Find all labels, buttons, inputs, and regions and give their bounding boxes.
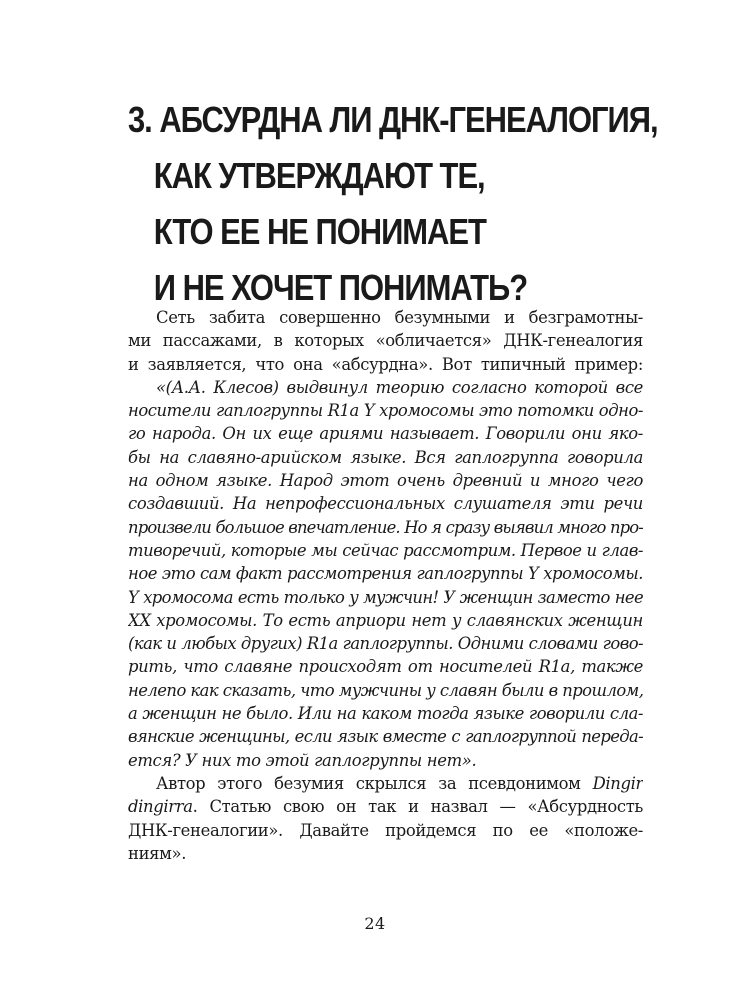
intro-line: ми пассажами, в которых «обличается» ДНК-генеалогия: [128, 331, 643, 351]
heading-line: И НЕ ХОЧЕТ ПОНИМАТЬ?: [153, 267, 528, 308]
quote-line: XX хромосомы. То есть априори нет у славянских женщин: [128, 610, 643, 630]
quote-line: создавший. На непрофессиональных слушателя эти речи: [128, 494, 643, 514]
intro-line: Сеть забита совершенно безумными и безграмотны-: [156, 308, 643, 327]
quote-line: (как и любых других) R1a гаплогруппы. Одними словами гово-: [128, 634, 643, 654]
heading-line: КТО ЕЕ НЕ ПОНИМАЕТ: [153, 211, 486, 252]
quote-line: Y хромосома есть только у мужчин! У женщин заместо нее: [128, 587, 643, 607]
quote-line: тиворечий, которые мы сейчас рассмотрим. Первое и глав-: [128, 540, 643, 560]
quote-line: бы на славяно-арийском языке. Вся гаплогруппа говорила: [128, 447, 643, 467]
page-number: 24: [364, 914, 386, 933]
quote-line: го народа. Он их еще ариями называет. Говорили они яко-: [128, 424, 643, 444]
outro-line: [128, 795, 643, 818]
quote-line: вянские женщины, если язык вместе с гаплогруппой переда-: [128, 727, 643, 747]
quote-line: нелепо как сказать, что мужчины у славян были в прошлом,: [128, 680, 643, 700]
quote-line: ется? У них то этой гаплогруппы нет».: [128, 750, 477, 770]
outro-text: Автор этого безумия скрылся за псевдонимом: [156, 773, 581, 793]
outro-line: [128, 772, 643, 795]
quote-line: рить, что славяне происходят от носителей R1a, также: [128, 657, 643, 677]
quote-line: произвели большое впечатление. Но я сразу выявил много про-: [128, 517, 643, 537]
quote-line: носители гаплогруппы R1a Y хромосомы это потомки одно-: [128, 401, 643, 421]
chapter-heading: [128, 92, 658, 316]
pseudonym-text: Dingir: [592, 773, 643, 793]
outro-line: ДНК-генеалогии». Давайте пройдемся по ее «положе-: [128, 820, 643, 840]
outro-line: ниям».: [128, 843, 187, 863]
intro-line: и заявляется, что она «абсурдна». Вот типичный пример:: [128, 354, 643, 374]
pseudonym-text: dingirra: [128, 797, 193, 817]
quote-line: а женщин не было. Или на каком тогда языке говорили сла-: [128, 704, 643, 724]
heading-line: 3. АБСУРДНА ЛИ ДНК-ГЕНЕАЛОГИЯ,: [128, 99, 658, 140]
quote-line: на одном языке. Народ этот очень древний и много чего: [128, 471, 643, 491]
body-text: [128, 306, 643, 865]
heading-line: КАК УТВЕРЖДАЮТ ТЕ,: [153, 155, 485, 196]
quote-line: ное это сам факт рассмотрения гаплогруппы Y хромосомы.: [128, 564, 643, 584]
quote-line: «(А.А. Клесов) выдвинул теорию согласно которой все: [156, 377, 643, 397]
outro-text: . Статью свою он так и назвал — «Абсурдность: [192, 797, 643, 817]
